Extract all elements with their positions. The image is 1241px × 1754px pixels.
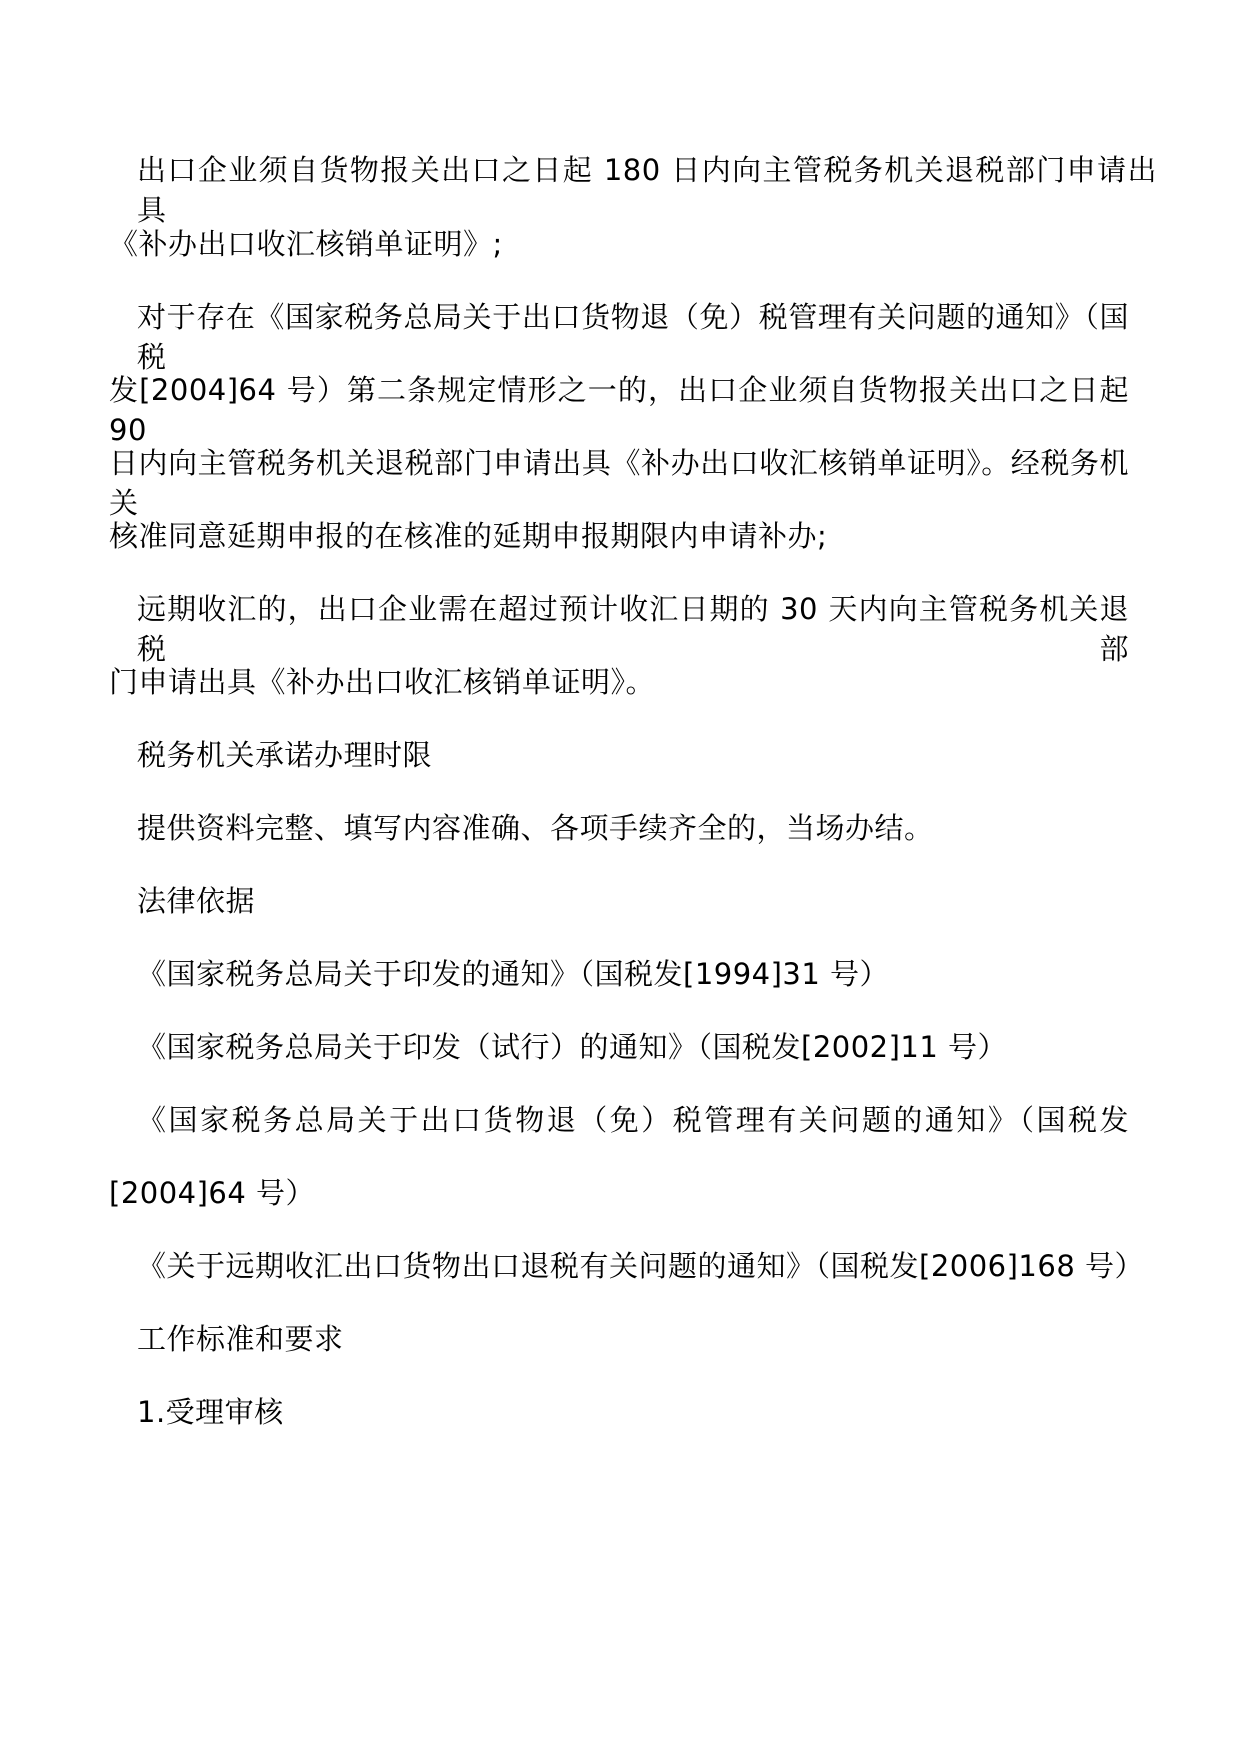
paragraph-line: 提供资料完整、填写内容准确、各项手续齐全的，当场办结。 — [137, 811, 934, 845]
legal-reference: 《国家税务总局关于出口货物退（免）税管理有关问题的通知》（国税发 — [137, 1103, 1129, 1137]
section-heading: 税务机关承诺办理时限 — [137, 738, 433, 772]
numbered-heading: 1.受理审核 — [137, 1395, 284, 1429]
section-heading: 法律依据 — [137, 884, 256, 918]
legal-reference: 《关于远期收汇出口货物出口退税有关问题的通知》（国税发[2006]168 号） — [137, 1249, 1145, 1283]
paragraph-line: 对于存在《国家税务总局关于出口货物退（免）税管理有关问题的通知》（国税 — [137, 300, 1129, 374]
paragraph-line: 出口企业须自货物报关出口之日起 180 日内向主管税务机关退税部门申请出具 — [137, 153, 1157, 227]
paragraph-line: 发[2004]64 号）第二条规定情形之一的，出口企业须自货物报关出口之日起 90 — [109, 373, 1129, 447]
paragraph-line: 门申请出具《补办出口收汇核销单证明》。 — [109, 665, 656, 699]
legal-reference: [2004]64 号） — [109, 1176, 316, 1210]
paragraph-line: 《补办出口收汇核销单证明》; — [109, 227, 503, 261]
paragraph-line: 日内向主管税务机关退税部门申请出具《补办出口收汇核销单证明》。经税务机关 — [109, 446, 1129, 520]
paragraph-line: 远期收汇的，出口企业需在超过预计收汇日期的 30 天内向主管税务机关退税部 — [137, 592, 1129, 666]
section-heading: 工作标准和要求 — [137, 1322, 344, 1356]
paragraph-line: 核准同意延期申报的在核准的延期申报期限内申请补办; — [109, 519, 828, 553]
legal-reference: 《国家税务总局关于印发（试行）的通知》（国税发[2002]11 号） — [137, 1030, 1008, 1064]
legal-reference: 《国家税务总局关于印发的通知》（国税发[1994]31 号） — [137, 957, 890, 991]
